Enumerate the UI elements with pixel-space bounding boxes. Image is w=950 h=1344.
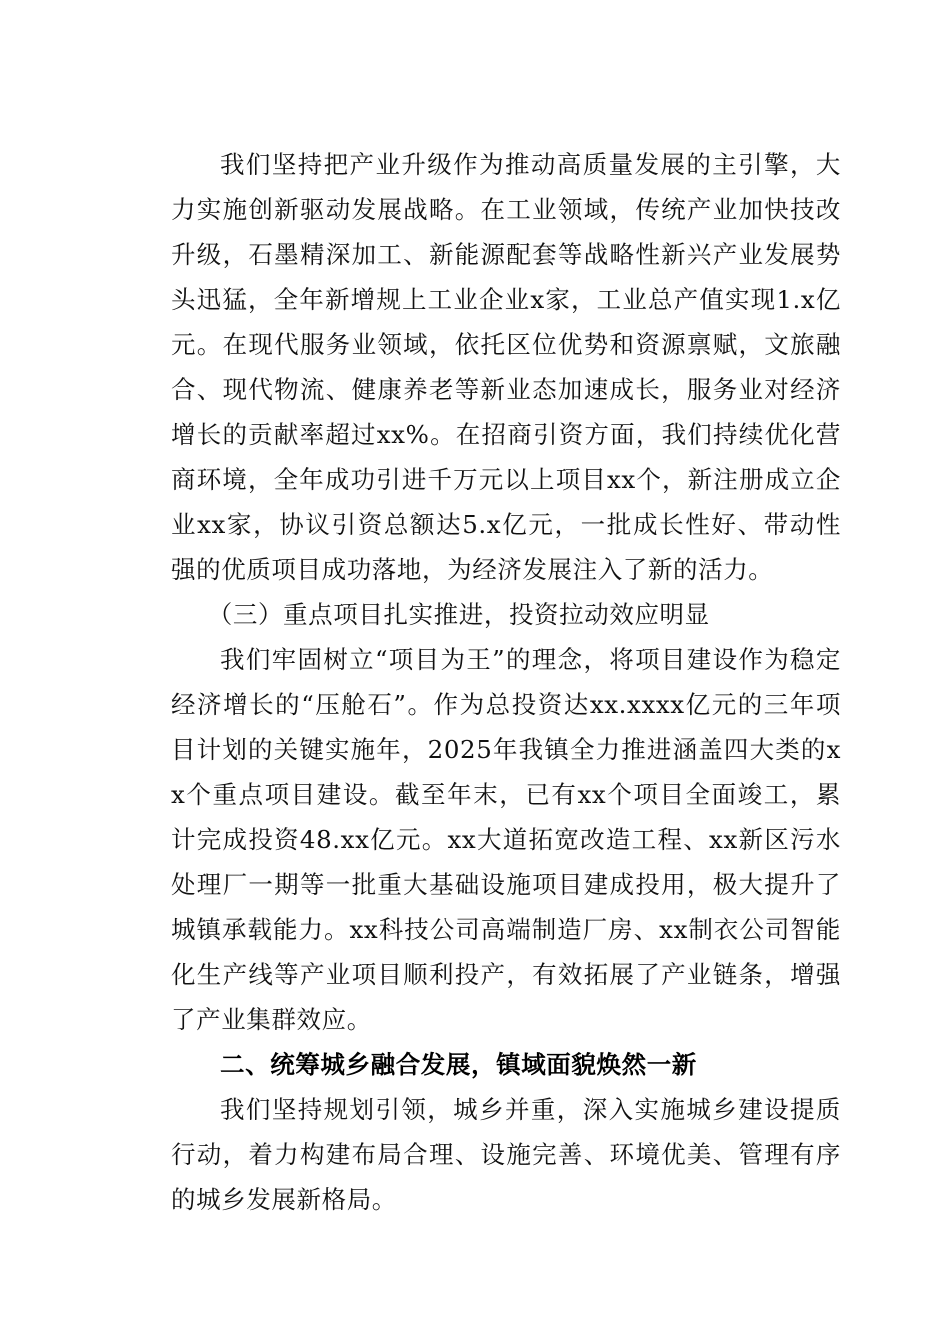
document-body <box>171 142 841 1222</box>
paragraph-urban-rural-planning: 我们坚持规划引领，城乡并重，深入实施城乡建设提质行动，着力构建布局合理、设施完善、环境优美、管理有序的城乡发展新格局。 <box>171 1095 841 1214</box>
paragraph-industrial-upgrade: 我们坚持把产业升级作为推动高质量发展的主引擎，大力实施创新驱动发展战略。在工业领域，传统产业加快技改升级，石墨精深加工、新能源配套等战略性新兴产业发展势头迅猛，全年新增规上工业企业x家，工业总产值实现1.x亿元。在现代服务业领域，依托区位优势和资源禀赋，文旅融合、现代物流、健康养老等新业态加速成长，服务业对经济增长的贡献率超过xx%。在招商引资方面，我们持续优化营商环境，全年成功引进千万元以上项目xx个，新注册成立企业xx家，协议引资总额达5.x亿元，一批成长性好、带动性强的优质项目成功落地，为经济发展注入了新的活力。 <box>171 150 841 584</box>
heading-urban-rural-integration: 二、统筹城乡融合发展，镇域面貌焕然一新 <box>220 1050 697 1079</box>
subheading-key-projects: （三）重点项目扎实推进，投资拉动效应明显 <box>207 600 710 629</box>
paragraph-project-construction: 我们牢固树立“项目为王”的理念，将项目建设作为稳定经济增长的“压舱石”。作为总投资达xx.xxxx亿元的三年项目计划的关键实施年，2025年我镇全力推进涵盖四大类的xx个重点项目建设。截至年末，已有xx个项目全面竣工，累计完成投资48.xx亿元。xx大道拓宽改造工程、xx新区污水处理厂一期等一批重大基础设施项目建成投用，极大提升了城镇承载能力。xx科技公司高端制造厂房、xx制衣公司智能化生产线等产业项目顺利投产，有效拓展了产业链条，增强了产业集群效应。 <box>171 645 841 1034</box>
